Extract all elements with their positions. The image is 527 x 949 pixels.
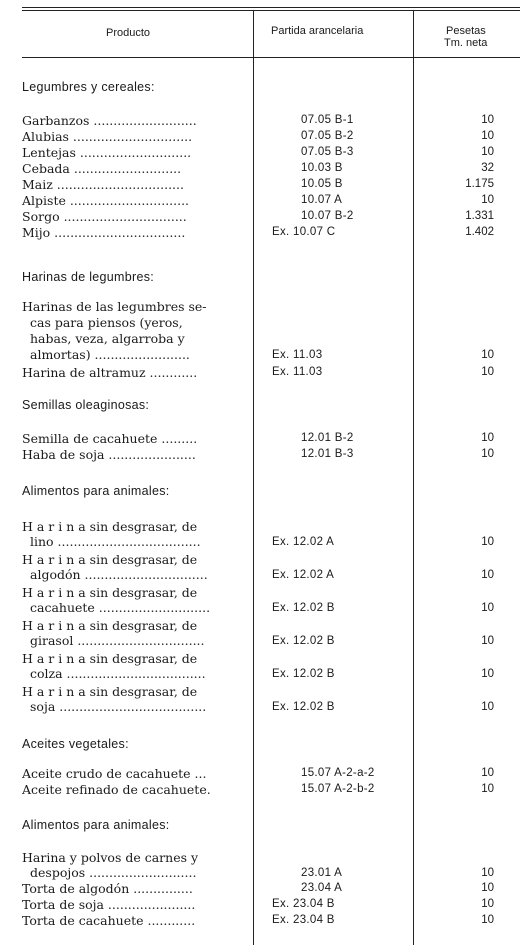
tariff-code: Ex. 12.02 B [272, 668, 335, 680]
tariff-code: 15.07 A-2-a-2 [301, 767, 375, 779]
pesetas-value: 10 [481, 366, 494, 378]
product-name: Sorgo ............................... [22, 209, 187, 224]
product-name: girasol ................................ [30, 633, 205, 648]
tariff-code: 23.04 A [301, 882, 343, 894]
product-name: Torta de algodón ............... [22, 881, 193, 896]
product-name: Maiz ................................ [22, 177, 184, 192]
tariff-code: 10.05 B [301, 178, 343, 190]
product-name: Semilla de cacahuete ......... [22, 431, 198, 446]
pesetas-value: 10 [481, 701, 494, 713]
product-name: Harina y polvos de carnes y [22, 850, 199, 865]
product-name: Cebada ........................... [22, 161, 182, 176]
header-tariff: Partida arancelaria [271, 25, 364, 37]
product-name: lino .................................... [30, 534, 201, 549]
tariff-code: 15.07 A-2-b-2 [301, 783, 375, 795]
product-name: Torta de soja ...................... [22, 897, 196, 912]
product-name: Alubias .............................. [22, 129, 193, 144]
tariff-code: 10.03 B [301, 162, 343, 174]
pesetas-value: 10 [481, 569, 494, 581]
product-name: Aceite refinado de cacahuete. [22, 782, 211, 797]
pesetas-value: 10 [481, 349, 494, 361]
tariff-code: 12.01 B-2 [301, 432, 354, 444]
tariff-code: 10.07 B-2 [301, 210, 354, 222]
pesetas-value: 10 [481, 668, 494, 680]
section-heading: Legumbres y cereales: [22, 80, 155, 94]
pesetas-value: 10 [481, 635, 494, 647]
product-name: H a r i n a sin desgrasar, de [22, 519, 198, 534]
header-tm-neta: Tm. neta [444, 37, 488, 49]
section-heading: Aceites vegetales: [22, 737, 129, 751]
pesetas-value: 10 [481, 867, 494, 879]
product-name: cacahuete ............................ [30, 600, 211, 615]
section-heading: Alimentos para animales: [22, 818, 170, 832]
tariff-code: Ex. 12.02 B [272, 602, 335, 614]
tariff-code: Ex. 11.03 [272, 366, 323, 378]
column-divider-2 [413, 10, 414, 945]
pesetas-value: 10 [481, 882, 494, 894]
product-name: Harinas de las legumbres se- [22, 299, 207, 314]
tariff-code: Ex. 23.04 B [272, 914, 335, 926]
tariff-code: 23.01 A [301, 867, 343, 879]
pesetas-value: 10 [481, 536, 494, 548]
tariff-code: Ex. 12.02 B [272, 701, 335, 713]
product-name: Torta de cacahuete ............ [22, 913, 196, 928]
product-name: H a r i n a sin desgrasar, de [22, 684, 198, 699]
pesetas-value: 32 [481, 162, 494, 174]
pesetas-value: 10 [481, 432, 494, 444]
product-name: Haba de soja ...................... [22, 447, 196, 462]
tariff-code: 07.05 B-3 [301, 146, 354, 158]
product-name: cas para piensos (yeros, [30, 315, 183, 330]
tariff-code: 12.01 B-3 [301, 448, 354, 460]
pesetas-value: 10 [481, 914, 494, 926]
tariff-code: 07.05 B-1 [301, 114, 354, 126]
column-divider-1 [253, 10, 254, 945]
top-rule [22, 7, 520, 8]
tariff-code: 10.07 A [301, 194, 343, 206]
pesetas-value: 1.331 [465, 210, 494, 222]
product-name: H a r i n a sin desgrasar, de [22, 618, 198, 633]
product-name: H a r i n a sin desgrasar, de [22, 585, 198, 600]
product-name: soja ..................................... [30, 699, 207, 714]
pesetas-value: 10 [481, 783, 494, 795]
pesetas-value: 10 [481, 194, 494, 206]
tariff-code: Ex. 12.02 A [272, 536, 335, 548]
tariff-code: 07.05 B-2 [301, 130, 354, 142]
tariff-code: Ex. 11.03 [272, 349, 323, 361]
product-name: despojos ........................... [30, 865, 197, 880]
pesetas-value: 10 [481, 146, 494, 158]
product-name: Aceite crudo de cacahuete ... [22, 766, 207, 781]
pesetas-value: 1.402 [465, 226, 494, 238]
pesetas-value: 10 [481, 114, 494, 126]
header-rule [22, 57, 520, 58]
pesetas-value: 10 [481, 767, 494, 779]
product-name: habas, veza, algarroba y [30, 331, 185, 346]
product-name: Garbanzos .......................... [22, 113, 197, 128]
tariff-code: Ex. 10.07 C [272, 226, 336, 238]
header-pesetas: Pesetas [446, 25, 486, 37]
product-name: colza ................................... [30, 666, 206, 681]
pesetas-value: 10 [481, 130, 494, 142]
product-name: Lentejas ............................ [22, 145, 192, 160]
tariff-code: Ex. 23.04 B [272, 898, 335, 910]
section-heading: Harinas de legumbres: [22, 270, 155, 284]
pesetas-value: 10 [481, 602, 494, 614]
top-rule-2 [22, 10, 520, 11]
product-name: Alpiste .............................. [22, 193, 190, 208]
tariff-code: Ex. 12.02 B [272, 635, 335, 647]
product-name: H a r i n a sin desgrasar, de [22, 651, 198, 666]
product-name: algodón ............................... [30, 567, 208, 582]
header-product: Producto [106, 27, 151, 39]
product-name: H a r i n a sin desgrasar, de [22, 552, 198, 567]
pesetas-value: 1.175 [465, 178, 494, 190]
product-name: Mijo ................................. [22, 225, 186, 240]
pesetas-value: 10 [481, 448, 494, 460]
section-heading: Alimentos para animales: [22, 484, 170, 498]
tariff-code: Ex. 12.02 A [272, 569, 335, 581]
section-heading: Semillas oleaginosas: [22, 398, 150, 412]
product-name: almortas) ........................ [30, 347, 190, 362]
pesetas-value: 10 [481, 898, 494, 910]
product-name: Harina de altramuz ............ [22, 365, 198, 380]
